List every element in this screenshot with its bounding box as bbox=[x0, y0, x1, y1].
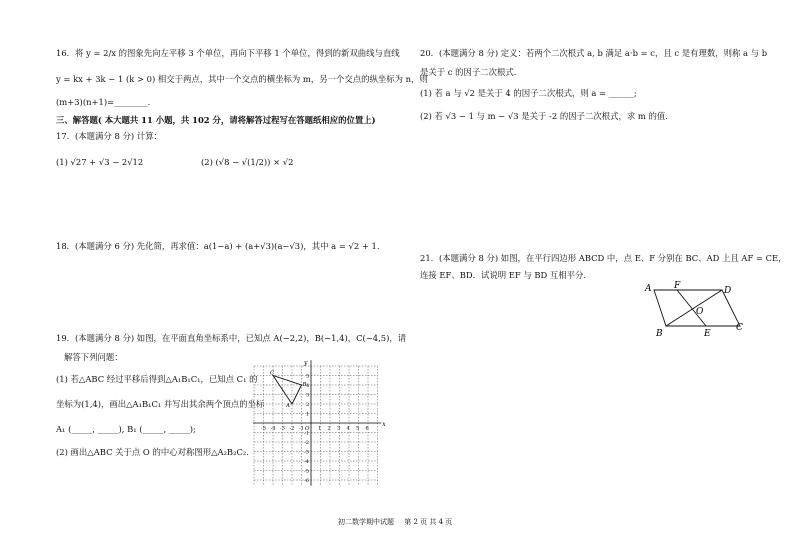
x-tick-label: 2 bbox=[327, 425, 331, 432]
parallelogram-figure bbox=[640, 278, 760, 342]
q16-line3: (m+3)(n+1)=________. bbox=[56, 97, 151, 107]
exam-name: 初二数学期中试题 bbox=[338, 518, 394, 526]
q19-line5: A₁ (_____, _____), B₁ (_____, _____); bbox=[56, 424, 196, 434]
q19-line3: (1) 若△ABC 经过平移后得到△A₁B₁C₁，已知点 C₁ 的 bbox=[56, 374, 258, 384]
q19-line6: (2) 画出△ABC 关于点 O 的中心对称图形△A₂B₂C₂. bbox=[56, 447, 249, 457]
label-a: A bbox=[645, 284, 652, 294]
q20-line3: (1) 若 a 与 √2 是关于 4 的因子二次根式，则 a = ______; bbox=[420, 88, 637, 98]
y-tick-label: -1 bbox=[304, 430, 309, 437]
origin-label: O bbox=[305, 426, 310, 432]
label-b: B bbox=[656, 329, 663, 339]
y-axis-label: y bbox=[304, 359, 308, 367]
x-tick-label: -1 bbox=[299, 425, 304, 432]
page-footer bbox=[338, 517, 460, 527]
label-a: A bbox=[286, 403, 290, 409]
segment-bd bbox=[666, 290, 722, 326]
y-tick-label: -3 bbox=[304, 449, 309, 456]
label-d: D bbox=[724, 286, 732, 296]
label-b: B bbox=[302, 382, 307, 388]
y-tick-label: -4 bbox=[304, 459, 309, 465]
x-tick-label: -2 bbox=[289, 425, 295, 432]
x-tick-label: -4 bbox=[270, 425, 276, 432]
label-e: E bbox=[704, 329, 711, 339]
x-tick-label: 4 bbox=[346, 425, 350, 432]
y-tick-label: -6 bbox=[304, 478, 309, 484]
label-o: O bbox=[696, 307, 704, 317]
y-tick-label: 1 bbox=[306, 411, 310, 418]
q19-line4: 坐标为(1,4)，画出△A₁B₁C₁ 并写出其余两个顶点的坐标 bbox=[56, 399, 265, 409]
q20-line2: 是关于 c 的因子二次根式. bbox=[420, 67, 517, 77]
q19-line2: 解答下列问题： bbox=[64, 352, 123, 362]
q16-line1: 16．将 y = 2/x 的图象先向左平移 3 个单位，再向下平移 1 个单位，得到的新双曲线与直线 bbox=[56, 48, 400, 58]
q16-line2: y = kx + 3k − 1 (k > 0) 相交于两点，其中一个交点的横坐标为 m，另一个交点的纵坐标为 n，则 bbox=[56, 74, 428, 84]
label-c: C bbox=[270, 370, 275, 377]
y-tick-label: 4 bbox=[306, 383, 310, 389]
x-tick-label: -5 bbox=[261, 425, 266, 432]
y-tick-label: 5 bbox=[306, 373, 310, 380]
y-tick-label: 3 bbox=[306, 392, 310, 399]
y-tick-label: 2 bbox=[306, 402, 310, 408]
q17-part2: (2) (√8 − √(1/2)) × √2 bbox=[201, 157, 294, 167]
section3-heading: 三、解答题( 本大题共 11 小题，共 102 分，请将解答过程写在答题纸相应的位置上) bbox=[56, 115, 376, 125]
q17-part1: (1) √27 + √3 − 2√12 bbox=[56, 157, 144, 167]
q19-line1: 19．(本题满分 8 分) 如图，在平面直角坐标系中，已知点 A(−2,2)，B(−1,4)，C(−4,5)，请 bbox=[56, 333, 407, 343]
x-tick-label: 5 bbox=[356, 425, 360, 432]
q21-line2: 连接 EF、BD．试说明 EF 与 BD 互相平分. bbox=[420, 270, 587, 280]
q18-text: 18．(本题满分 6 分) 先化简，再求值：a(1−a) + (a+√3)(a−√3)，其中 a = √2 + 1. bbox=[56, 241, 380, 251]
x-axis-label: x bbox=[382, 421, 386, 428]
q21-line1: 21．(本题满分 8 分) 如图，在平行四边形 ABCD 中，点 E、F 分别在 BC、AD 上且 AF = CE， bbox=[420, 253, 787, 263]
y-tick-label: -2 bbox=[304, 440, 309, 446]
page-number: 第 2 页 共 4 页 bbox=[404, 518, 453, 526]
y-tick-label: -5 bbox=[304, 468, 309, 475]
label-f: F bbox=[674, 281, 681, 291]
triangle-abc bbox=[273, 376, 302, 405]
coordinate-grid bbox=[253, 350, 393, 490]
x-tick-label: 3 bbox=[337, 425, 341, 432]
q20-line4: (2) 若 √3 − 1 与 m − √3 是关于 -2 的因子二次根式，求 m 的值. bbox=[420, 111, 668, 121]
x-tick-label: 6 bbox=[365, 425, 369, 432]
x-tick-label: -3 bbox=[280, 425, 285, 432]
q17-title: 17．(本题满分 8 分) 计算： bbox=[56, 131, 162, 141]
q20-line1: 20．(本题满分 8 分) 定义：若两个二次根式 a, b 满足 a·b = c，且 c 是有理数，则称 a 与 b bbox=[420, 48, 768, 58]
label-c: C bbox=[736, 323, 743, 333]
x-tick-label: 1 bbox=[318, 425, 322, 432]
